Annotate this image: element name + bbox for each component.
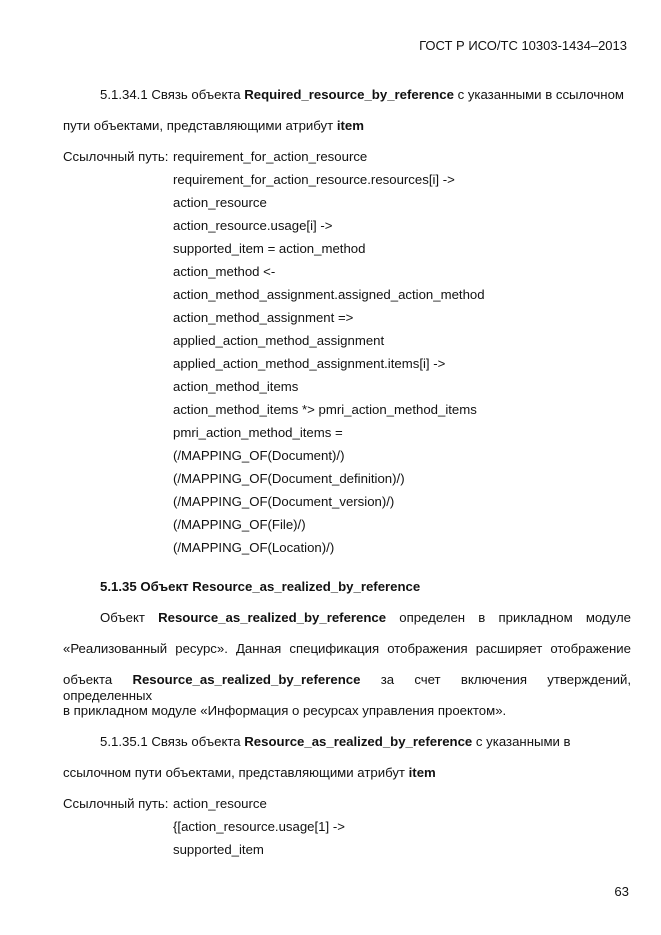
reference-path-line: action_method_items: [173, 379, 299, 394]
reference-path-line: supported_item = action_method: [173, 241, 366, 256]
text: за счет включения утверждений, определенных: [63, 672, 631, 703]
paragraph-line: [63, 672, 631, 704]
reference-path-line: pmri_action_method_items =: [173, 425, 343, 440]
paragraph-line: [100, 610, 631, 626]
entity-name: Resource_as_realized_by_reference: [132, 672, 361, 687]
section-5-1-35-heading: 5.1.35 Объект Resource_as_realized_by_reference: [100, 579, 421, 594]
section-5-1-35-1-line2: [63, 765, 631, 781]
entity-name: Resource_as_realized_by_reference: [244, 734, 473, 749]
reference-path-line: applied_action_method_assignment: [173, 333, 385, 348]
text: 5.1.35.1 Связь объекта: [100, 734, 245, 749]
entity-name: Required_resource_by_reference: [244, 87, 454, 102]
paragraph-line: в прикладном модуле «Информация о ресурсах управления проектом».: [63, 703, 507, 718]
entity-name: Resource_as_realized_by_reference: [158, 610, 387, 625]
reference-path-line: applied_action_method_assignment.items[i] ->: [173, 356, 446, 371]
reference-path-line: (/MAPPING_OF(Document)/): [173, 448, 345, 463]
reference-path-label: Ссылочный путь:: [63, 149, 169, 164]
reference-path-line: (/MAPPING_OF(Document_definition)/): [173, 471, 405, 486]
reference-path-line: action_resource.usage[i] ->: [173, 218, 333, 233]
attribute-name: item: [408, 765, 436, 780]
reference-path-line: (/MAPPING_OF(Location)/): [173, 540, 335, 555]
section-5-1-35-1-line1: [100, 734, 571, 750]
reference-path-line: action_method_assignment =>: [173, 310, 354, 325]
reference-path-line: requirement_for_action_resource.resources[i] ->: [173, 172, 455, 187]
attribute-name: item: [336, 118, 364, 133]
reference-path-label: Ссылочный путь:: [63, 796, 169, 811]
text: с указанными в ссылочном: [453, 87, 624, 102]
reference-path-line: requirement_for_action_resource: [173, 149, 368, 164]
reference-path-line: action_method_items *> pmri_action_method_items: [173, 402, 477, 417]
text: пути объектами, представляющими атрибут: [63, 118, 337, 133]
reference-path-line: {[action_resource.usage[1] ->: [173, 819, 345, 834]
page-number: 63: [614, 884, 629, 899]
reference-path-line: action_resource: [173, 796, 267, 811]
reference-path-line: action_method_assignment.assigned_action_method: [173, 287, 485, 302]
text: с указанными в: [472, 734, 571, 749]
reference-path-line: action_resource: [173, 195, 267, 210]
reference-path-line: (/MAPPING_OF(File)/): [173, 517, 306, 532]
text: объекта: [63, 672, 133, 687]
reference-path-line: (/MAPPING_OF(Document_version)/): [173, 494, 395, 509]
section-5-1-34-1-line1: [100, 87, 624, 103]
reference-path-line: action_method <-: [173, 264, 276, 279]
text: Объект: [100, 610, 159, 625]
reference-path-line: supported_item: [173, 842, 264, 857]
section-5-1-34-1-line2: [63, 118, 631, 134]
text: ссылочном пути объектами, представляющими атрибут: [63, 765, 409, 780]
text: определен в прикладном модуле: [386, 610, 631, 625]
document-id-header: ГОСТ Р ИСО/ТС 10303-1434–2013: [419, 38, 627, 53]
paragraph-line: «Реализованный ресурс». Данная спецификация отображения расширяет отображение: [63, 641, 631, 656]
text: 5.1.34.1 Связь объекта: [100, 87, 245, 102]
